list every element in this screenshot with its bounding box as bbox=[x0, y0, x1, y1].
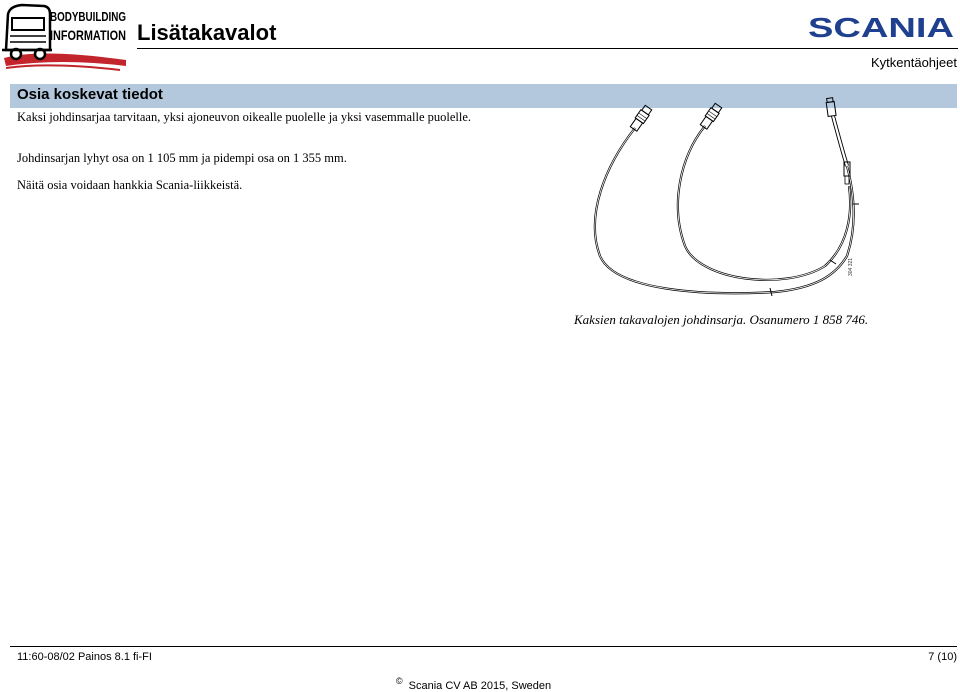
copyright-notice bbox=[396, 676, 551, 692]
bodybuilding-information-logo bbox=[0, 0, 128, 74]
logo-text-line1: BODYBUILDING bbox=[50, 10, 126, 24]
copyright-text: Scania CV AB 2015, Sweden bbox=[408, 680, 552, 692]
paragraph-harness-length: Johdinsarjan lyhyt osa on 1 105 mm ja pidempi osa on 1 355 mm. bbox=[17, 151, 347, 165]
figure-code: 304 321 bbox=[848, 257, 854, 276]
document-edition: 11:60-08/02 Painos 8.1 fi-FI bbox=[17, 651, 152, 663]
logo-text-line2: INFORMATION bbox=[50, 27, 126, 43]
document-title: Lisätakavalot bbox=[137, 20, 277, 45]
section-name: Kytkentäohjeet bbox=[870, 55, 957, 70]
brand-wordmark: SCANIA bbox=[808, 12, 954, 43]
section-heading: Osia koskevat tiedot bbox=[17, 86, 163, 103]
wiring-harness-illustration bbox=[585, 96, 875, 304]
paragraph-harness-count: Kaksi johdinsarjaa tarvitaan, yksi ajoneuvon oikealle puolelle ja yksi vasemmalle puolelle. bbox=[17, 110, 472, 124]
paragraph-availability: Näitä osia voidaan hankkia Scania-liikkeistä. bbox=[17, 178, 243, 192]
footer-divider bbox=[10, 646, 957, 647]
copyright-symbol: © bbox=[396, 676, 403, 686]
scania-logo bbox=[808, 12, 956, 43]
figure-caption: Kaksien takavalojen johdinsarja. Osanumero 1 858 746. bbox=[574, 312, 869, 327]
header-divider bbox=[137, 48, 958, 49]
page-number: 7 (10) bbox=[928, 651, 957, 663]
